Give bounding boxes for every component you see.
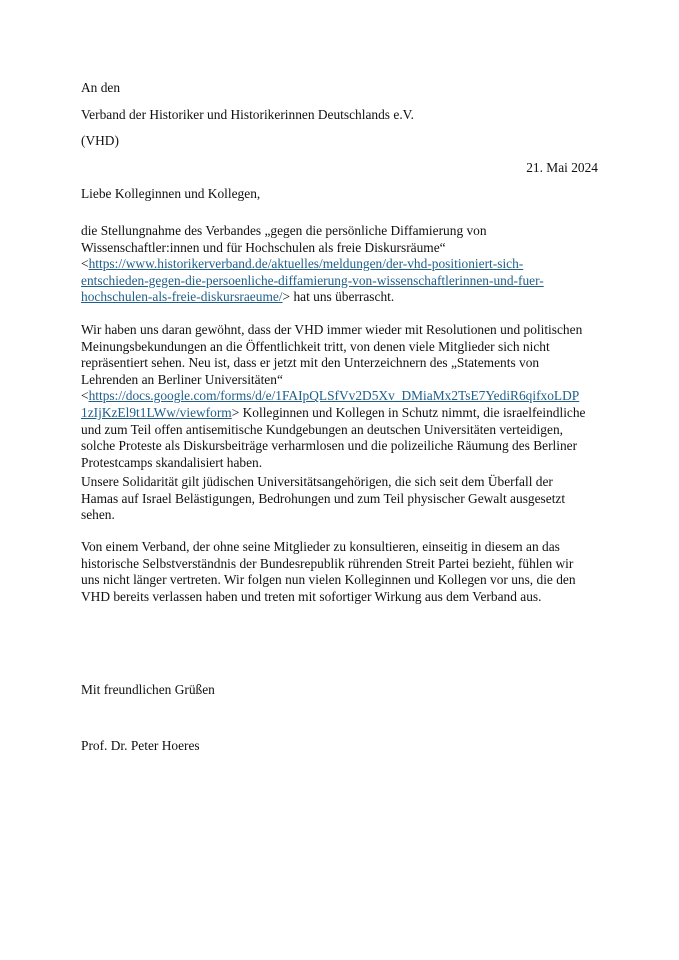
paragraph-1-link-line (81, 289, 601, 306)
recipient-line-1: An den (81, 80, 121, 95)
letter-date: 21. Mai 2024 (526, 160, 598, 175)
google-forms-link-end[interactable]: 1zIjKzEl9t1LWw/viewform (81, 404, 232, 420)
paragraph-2-line: Meinungsbekundungen an die Öffentlichkeit tritt, von denen viele Mitglieder sich nicht (81, 338, 550, 354)
paragraph-3-line: Hamas auf Israel Belästigungen, Bedrohungen und zum Teil physischer Gewalt ausgesetzt (81, 490, 566, 506)
link-bracket-close: > (282, 289, 291, 305)
paragraph-4-line: uns nicht länger vertreten. Wir folgen nun vielen Kolleginnen und Kollegen vor uns, die den (81, 572, 576, 588)
vhd-statement-link-end[interactable]: hochschulen-als-freie-diskursraeume/ (81, 289, 283, 305)
paragraph-4-line: VHD bereits verlassen haben und treten mit sofortiger Wirkung aus dem Verband aus. (81, 588, 542, 604)
paragraph-2-line: Kolleginnen und Kollegen in Schutz nimmt, die israelfeindliche (239, 404, 586, 420)
link-bracket-close: > (231, 404, 240, 420)
paragraph-2-link-line (81, 405, 601, 422)
paragraph-3-line: sehen. (81, 507, 115, 523)
paragraph-1-link-line (81, 256, 601, 273)
recipient-line-3: (VHD) (81, 133, 119, 148)
paragraph-3-line: Unsere Solidarität gilt jüdischen Universitätsangehörigen, die sich seit dem Überfall der (81, 474, 553, 489)
vhd-statement-link-cont[interactable]: entschieden-gegen-die-persoenliche-diffamierung-von-wissenschaftlerinnen-und-fuer- (81, 272, 544, 288)
paragraph-3 (81, 474, 601, 524)
paragraph-4-line: historische Selbstverständnis der Bundesrepublik rührenden Streit Partei bezieht, fühlen wir (81, 555, 574, 571)
paragraph-2-line: solche Proteste als Diskursbeiträge verharmlosen und die polizeiliche Räumung des Berliner (81, 438, 578, 454)
paragraph-2-line: repräsentiert sehen. Neu ist, dass er jetzt mit den Unterzeichnern des „Statements von (81, 355, 540, 371)
paragraph-2 (81, 322, 601, 471)
paragraph-2-line: Lehrenden an Berliner Universitäten“ (81, 371, 283, 387)
paragraph-2-line: und zum Teil offen antisemitische Kundgebungen an deutschen Universitäten verteidigen, (81, 421, 563, 437)
paragraph-1-line: die Stellungnahme des Verbandes „gegen die persönliche Diffamierung von (81, 223, 487, 238)
signature: Prof. Dr. Peter Hoeres (81, 738, 200, 753)
paragraph-4-line: Von einem Verband, der ohne seine Mitglieder zu konsultieren, einseitig in diesem an das (81, 539, 560, 554)
vhd-statement-link[interactable]: https://www.historikerverband.de/aktuelles/meldungen/der-vhd-positioniert-sich- (88, 256, 524, 272)
link-bracket-open: < (81, 388, 89, 404)
paragraph-4 (81, 539, 601, 605)
paragraph-2-link-line (81, 388, 601, 405)
paragraph-2-line: Protestcamps skandalisiert haben. (81, 454, 263, 470)
salutation: Liebe Kolleginnen und Kollegen, (81, 186, 261, 201)
paragraph-1 (81, 223, 601, 306)
link-bracket-open: < (81, 256, 89, 272)
paragraph-1-link-line (81, 273, 601, 290)
closing: Mit freundlichen Grüßen (81, 682, 215, 697)
paragraph-1-line: Wissenschaftler:innen und für Hochschulen als freie Diskursräume“ (81, 239, 446, 255)
recipient-line-2: Verband der Historiker und Historikerinnen Deutschlands e.V. (81, 107, 414, 122)
paragraph-2-line: Wir haben uns daran gewöhnt, dass der VHD immer wieder mit Resolutionen und politischen (81, 322, 583, 337)
google-forms-link[interactable]: https://docs.google.com/forms/d/e/1FAIpQLSfVv2D5Xv_DMiaMx2TsE7YediR6qifxoLDP (88, 388, 580, 404)
paragraph-1-tail: hat uns überrascht. (290, 289, 395, 305)
